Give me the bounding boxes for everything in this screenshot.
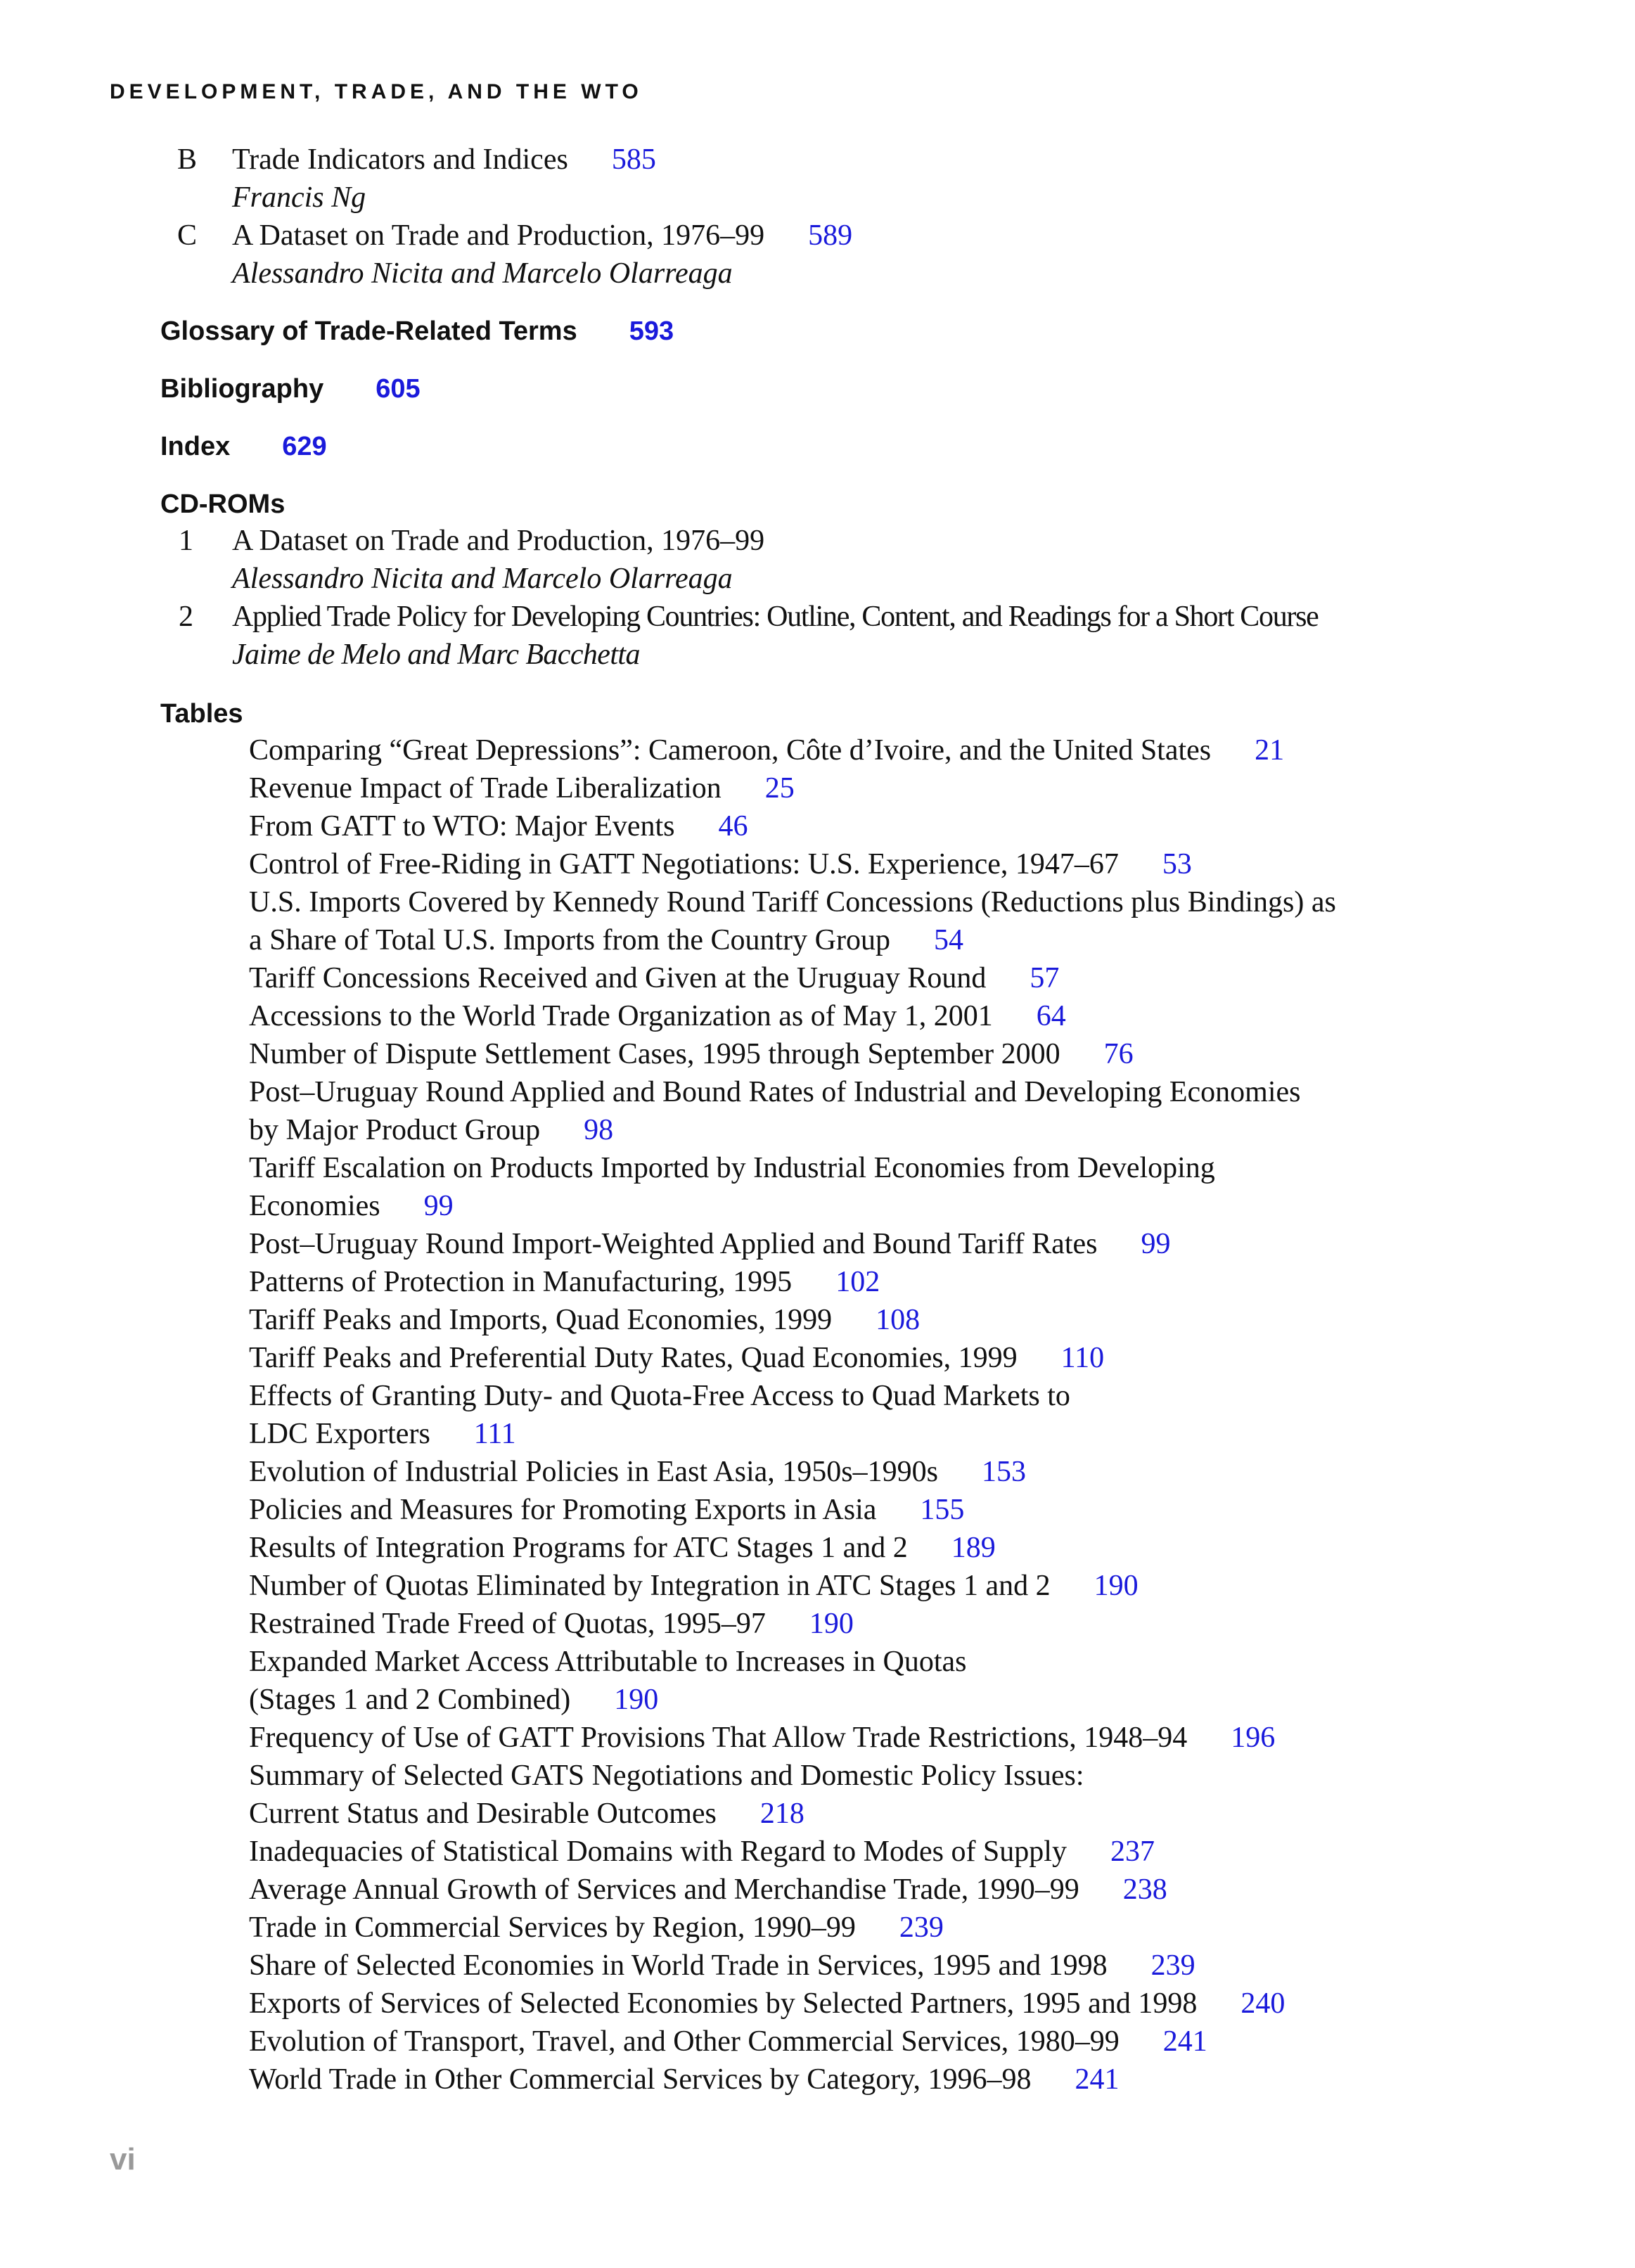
table-title: Economies — [249, 1190, 380, 1222]
page-folio: vi — [110, 2142, 136, 2177]
page-link[interactable]: 153 — [981, 1456, 1026, 1488]
table-title: Control of Free-Riding in GATT Negotiations: U.S. Experience, 1947–67 — [249, 848, 1119, 880]
table-title: Tariff Peaks and Imports, Quad Economies, 1999 — [249, 1304, 833, 1336]
table-title: Evolution of Industrial Policies in East Asia, 1950s–1990s — [249, 1456, 938, 1488]
entry-title: A Dataset on Trade and Production, 1976–99 — [232, 525, 765, 557]
table-title: Tariff Escalation on Products Imported by Industrial Economies from Developing — [249, 1152, 1215, 1184]
page-link[interactable]: 589 — [808, 219, 853, 252]
page-link[interactable]: 64 — [1036, 1000, 1066, 1032]
table-title: Exports of Services of Selected Economies by Selected Partners, 1995 and 1998 — [249, 1987, 1198, 2020]
table-title: Share of Selected Economies in World Trade in Services, 1995 and 1998 — [249, 1949, 1108, 1982]
table-title: Number of Quotas Eliminated by Integration in ATC Stages 1 and 2 — [249, 1570, 1051, 1602]
entry-title: A Dataset on Trade and Production, 1976–99 — [232, 219, 765, 252]
page-link[interactable]: 240 — [1240, 1987, 1285, 2020]
page-link[interactable]: 25 — [764, 772, 795, 805]
page-link[interactable]: 238 — [1122, 1873, 1167, 1906]
index-heading — [160, 429, 327, 464]
page-link[interactable]: 99 — [423, 1190, 454, 1222]
table-title: Post–Uruguay Round Import-Weighted Applied and Bound Tariff Rates — [249, 1228, 1098, 1260]
page-link[interactable]: 46 — [718, 810, 748, 843]
table-title: Number of Dispute Settlement Cases, 1995 through September 2000 — [249, 1038, 1060, 1070]
table-title: Accessions to the World Trade Organization as of May 1, 2001 — [249, 1000, 993, 1032]
table-title: Inadequacies of Statistical Domains with Regard to Modes of Supply — [249, 1835, 1067, 1868]
page-link[interactable]: 102 — [835, 1266, 880, 1298]
page-link[interactable]: 155 — [920, 1494, 965, 1526]
table-title: Restrained Trade Freed of Quotas, 1995–97 — [249, 1608, 766, 1640]
entry-author: Alessandro Nicita and Marcelo Olarreaga — [232, 563, 733, 595]
table-title: Average Annual Growth of Services and Merchandise Trade, 1990–99 — [249, 1873, 1079, 1906]
heading-label: Index — [160, 432, 231, 461]
table-title: Post–Uruguay Round Applied and Bound Rates of Industrial and Developing Economies — [249, 1076, 1301, 1108]
entry-author: Jaime de Melo and Marc Bacchetta — [232, 639, 640, 671]
entry-title: Trade Indicators and Indices — [232, 143, 568, 176]
table-title: Summary of Selected GATS Negotiations and Domestic Policy Issues: — [249, 1760, 1084, 1792]
table-title: From GATT to WTO: Major Events — [249, 810, 675, 843]
page-link[interactable]: 190 — [614, 1684, 659, 1716]
glossary-heading — [160, 314, 674, 349]
page-link[interactable]: 237 — [1110, 1835, 1155, 1868]
page-link[interactable]: 241 — [1162, 2025, 1207, 2058]
page-link[interactable]: 239 — [899, 1911, 944, 1944]
page-link[interactable]: 241 — [1075, 2063, 1120, 2096]
page-link[interactable]: 21 — [1255, 734, 1285, 767]
table-title: Frequency of Use of GATT Provisions That Allow Trade Restrictions, 1948–94 — [249, 1722, 1188, 1754]
table-title: a Share of Total U.S. Imports from the Country Group — [249, 924, 890, 956]
page-link[interactable]: 57 — [1030, 962, 1060, 994]
entry-author: Francis Ng — [232, 181, 366, 214]
page-link[interactable]: 76 — [1103, 1038, 1134, 1070]
page-link[interactable]: 108 — [876, 1304, 921, 1336]
table-title: Current Status and Desirable Outcomes — [249, 1798, 717, 1830]
page-link[interactable]: 239 — [1150, 1949, 1195, 1982]
entry-number: 2 — [179, 601, 193, 633]
entry-title: Applied Trade Policy for Developing Countries: Outline, Content, and Readings for a Short Course — [232, 601, 1319, 633]
entry-number: C — [177, 219, 198, 252]
table-title: Trade in Commercial Services by Region, 1990–99 — [249, 1911, 856, 1944]
table-title: Revenue Impact of Trade Liberalization — [249, 772, 722, 805]
table-title: Effects of Granting Duty- and Quota-Free Access to Quad Markets to — [249, 1380, 1070, 1412]
page-link[interactable]: 54 — [933, 924, 963, 956]
table-title: Tariff Peaks and Preferential Duty Rates, Quad Economies, 1999 — [249, 1342, 1018, 1374]
bibliography-heading — [160, 371, 421, 406]
page-link[interactable]: 190 — [1094, 1570, 1139, 1602]
page-link[interactable]: 585 — [611, 143, 656, 176]
heading-label: Glossary of Trade-Related Terms — [160, 316, 577, 346]
page-link[interactable]: 196 — [1231, 1722, 1276, 1754]
page-link[interactable]: 99 — [1141, 1228, 1171, 1260]
table-title: Comparing “Great Depressions”: Cameroon, Côte d’Ivoire, and the United States — [249, 734, 1212, 767]
entry-number: B — [177, 143, 198, 176]
table-title: Evolution of Transport, Travel, and Other Commercial Services, 1980–99 — [249, 2025, 1120, 2058]
page-link[interactable]: 111 — [473, 1418, 516, 1450]
table-title: Patterns of Protection in Manufacturing, 1995 — [249, 1266, 793, 1298]
running-head: DEVELOPMENT, TRADE, AND THE WTO — [110, 80, 643, 103]
table-title: World Trade in Other Commercial Services by Category, 1996–98 — [249, 2063, 1032, 2096]
page-link[interactable]: 110 — [1060, 1342, 1105, 1374]
table-title: Policies and Measures for Promoting Exports in Asia — [249, 1494, 877, 1526]
table-title: Expanded Market Access Attributable to Increases in Quotas — [249, 1646, 967, 1678]
page-link[interactable]: 593 — [629, 316, 674, 346]
table-title: LDC Exporters — [249, 1418, 430, 1450]
page-link[interactable]: 190 — [809, 1608, 854, 1640]
page-link[interactable]: 189 — [951, 1532, 996, 1564]
table-title: Results of Integration Programs for ATC Stages 1 and 2 — [249, 1532, 908, 1564]
page-link[interactable]: 605 — [376, 374, 421, 404]
cdroms-heading: CD-ROMs — [160, 489, 286, 519]
entry-number: 1 — [179, 525, 193, 557]
entry-author: Alessandro Nicita and Marcelo Olarreaga — [232, 257, 733, 290]
page-link[interactable]: 98 — [584, 1114, 614, 1146]
table-title: U.S. Imports Covered by Kennedy Round Tariff Concessions (Reductions plus Bindings) as — [249, 886, 1336, 918]
table-title: by Major Product Group — [249, 1114, 541, 1146]
page-link[interactable]: 218 — [759, 1798, 804, 1830]
page-link[interactable]: 53 — [1162, 848, 1192, 880]
heading-label: Bibliography — [160, 374, 324, 404]
tables-heading: Tables — [160, 699, 243, 729]
page-link[interactable]: 629 — [282, 432, 327, 461]
table-title: (Stages 1 and 2 Combined) — [249, 1684, 571, 1716]
table-title: Tariff Concessions Received and Given at the Uruguay Round — [249, 962, 987, 994]
